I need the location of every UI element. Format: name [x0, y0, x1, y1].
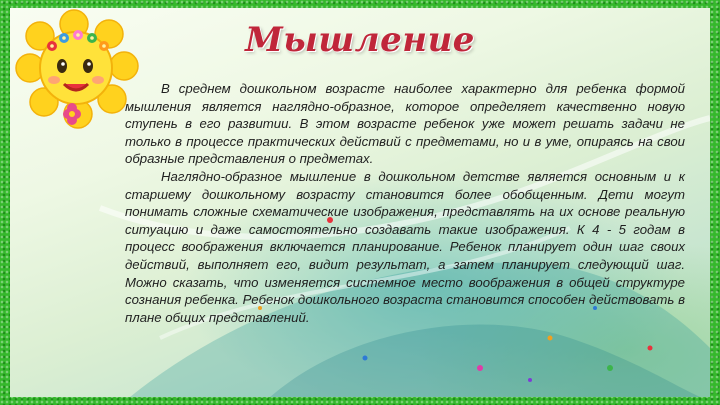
body-text: [125, 80, 685, 326]
paragraph-2: Наглядно-образное мышление в дошкольном детстве является основным и к старшему дошкольному возрасту становится более обобщенным. Дети могут понимать сложные схематические изображения, представлять на их основе реальную ситуацию и даже самостоятельно создавать такие изображения. К 4 - 5 годам в процесс воображения включается планирование. Ребенок планирует один шаг своих действий, выполняет его, видит результат, а затем планирует следующий шаг. Можно сказать, что изменяется системное место воображения в общей структуре сознания ребенка. Ребенок дошкольного возраста становится способен действовать в плане общих представлений.: [125, 168, 685, 325]
slide-title: Мышление: [245, 20, 475, 60]
slide-background: [10, 8, 710, 397]
paragraph-1: В среднем дошкольном возрасте наиболее характерно для ребенка формой мышления является наглядно-образное, которое определяет качественно новую ступень в его развитии. В этом возрасте ребенок уже может решать задачи не только в процессе практических действий с предметами, но и в уме, опираясь на свои образные представления о предметах.: [125, 81, 685, 167]
